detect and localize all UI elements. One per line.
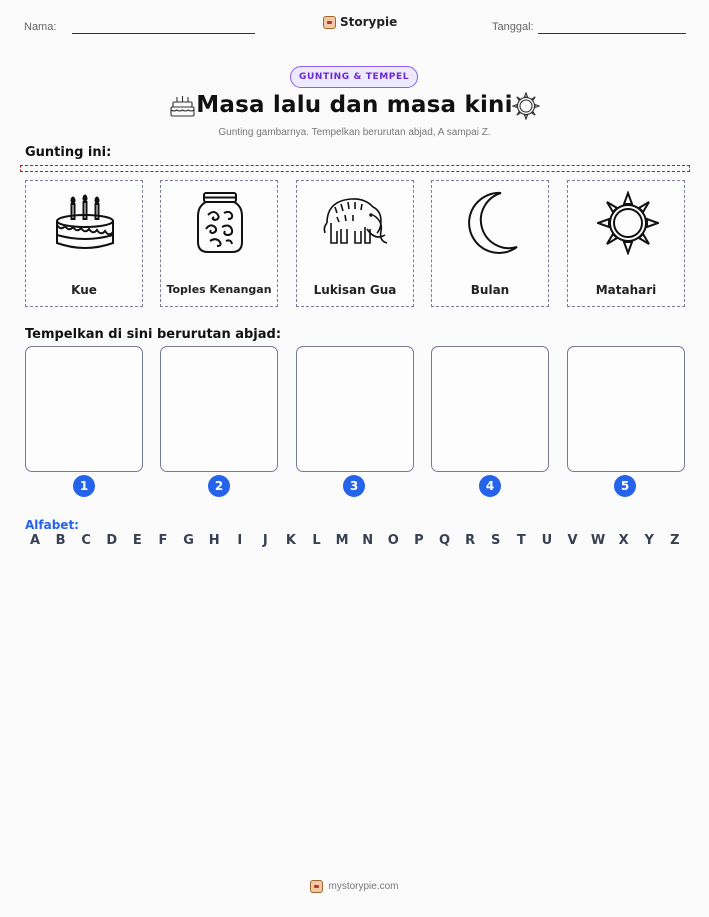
alphabet-letter: F: [158, 533, 168, 548]
alphabet-letter: N: [362, 533, 374, 548]
cut-label-cave-painting: Lukisan Gua: [313, 283, 397, 297]
alphabet-letter: V: [567, 533, 578, 548]
name-field[interactable]: [72, 33, 255, 34]
cut-label-jar: Toples Kenangan: [166, 283, 272, 296]
alphabet-letter: G: [183, 533, 194, 548]
alphabet-letter: P: [414, 533, 424, 548]
paste-section-title: Tempelkan di sini berurutan abjad:: [25, 327, 282, 342]
cut-section-title: Gunting ini:: [25, 145, 112, 160]
alphabet-letter: A: [29, 533, 41, 548]
alphabet-letter: E: [132, 533, 142, 548]
instructions: Gunting gambarnya. Tempelkan berurutan abjad, A sampai Z.: [218, 127, 491, 138]
alphabet-letter: I: [237, 533, 243, 548]
jar-icon: [190, 191, 250, 255]
brand-name: Storypie: [340, 15, 398, 29]
title-sun-icon: [512, 92, 540, 120]
alphabet-letter: C: [81, 533, 91, 548]
storypie-logo-icon: [323, 16, 336, 29]
alphabet-letter: M: [335, 533, 349, 548]
cut-card-sun[interactable]: [567, 180, 685, 307]
cut-card-moon[interactable]: [431, 180, 549, 307]
storypie-logo-icon: [310, 880, 323, 893]
paste-box-1[interactable]: [25, 346, 143, 472]
cut-label-sun: Matahari: [595, 283, 657, 297]
paste-box-5[interactable]: [567, 346, 685, 472]
alphabet-letter: U: [541, 533, 553, 548]
paste-box-4[interactable]: [431, 346, 549, 472]
alphabet-letter: D: [106, 533, 118, 548]
paste-number-5: 5: [614, 475, 636, 497]
mammoth-icon: [321, 193, 389, 249]
moon-icon: [461, 191, 521, 255]
date-label: Tanggal:: [492, 21, 534, 33]
cut-card-jar[interactable]: [160, 180, 278, 307]
paste-number-3: 3: [343, 475, 365, 497]
brand-logo: [323, 15, 397, 29]
alphabet-letter: X: [618, 533, 629, 548]
date-field[interactable]: [538, 33, 686, 34]
page-title: Masa lalu dan masa kini: [196, 92, 513, 118]
alphabet-letter: J: [262, 533, 268, 548]
alphabet-title: Alfabet:: [25, 518, 79, 532]
paste-box-3[interactable]: [296, 346, 414, 472]
alphabet-letter: L: [312, 533, 321, 548]
alphabet-letter: B: [55, 533, 66, 548]
alphabet-letter: Y: [644, 533, 654, 548]
alphabet-letter: Z: [670, 533, 680, 548]
footer: [0, 880, 709, 893]
cut-card-cake[interactable]: [25, 180, 143, 307]
name-label: Nama:: [24, 21, 57, 33]
paste-number-1: 1: [73, 475, 95, 497]
paste-number-4: 4: [479, 475, 501, 497]
alphabet-letter: Q: [438, 533, 451, 548]
activity-badge: GUNTING & TEMPEL: [290, 66, 418, 88]
footer-url[interactable]: mystorypie.com: [328, 881, 399, 892]
alphabet-letter: R: [465, 533, 476, 548]
alphabet-letter: K: [285, 533, 296, 548]
cut-label-moon: Bulan: [470, 283, 510, 297]
alphabet-letter: H: [208, 533, 220, 548]
sun-icon: [597, 191, 659, 255]
paste-box-2[interactable]: [160, 346, 278, 472]
alphabet-row: [25, 533, 685, 548]
alphabet-letter: T: [516, 533, 526, 548]
alphabet-letter: S: [491, 533, 501, 548]
cut-line: [20, 165, 690, 172]
alphabet-letter: O: [387, 533, 399, 548]
cut-card-cave-painting[interactable]: [296, 180, 414, 307]
alphabet-letter: W: [590, 533, 606, 548]
cut-label-cake: Kue: [71, 283, 97, 297]
cake-icon: [55, 191, 115, 253]
paste-number-2: 2: [208, 475, 230, 497]
